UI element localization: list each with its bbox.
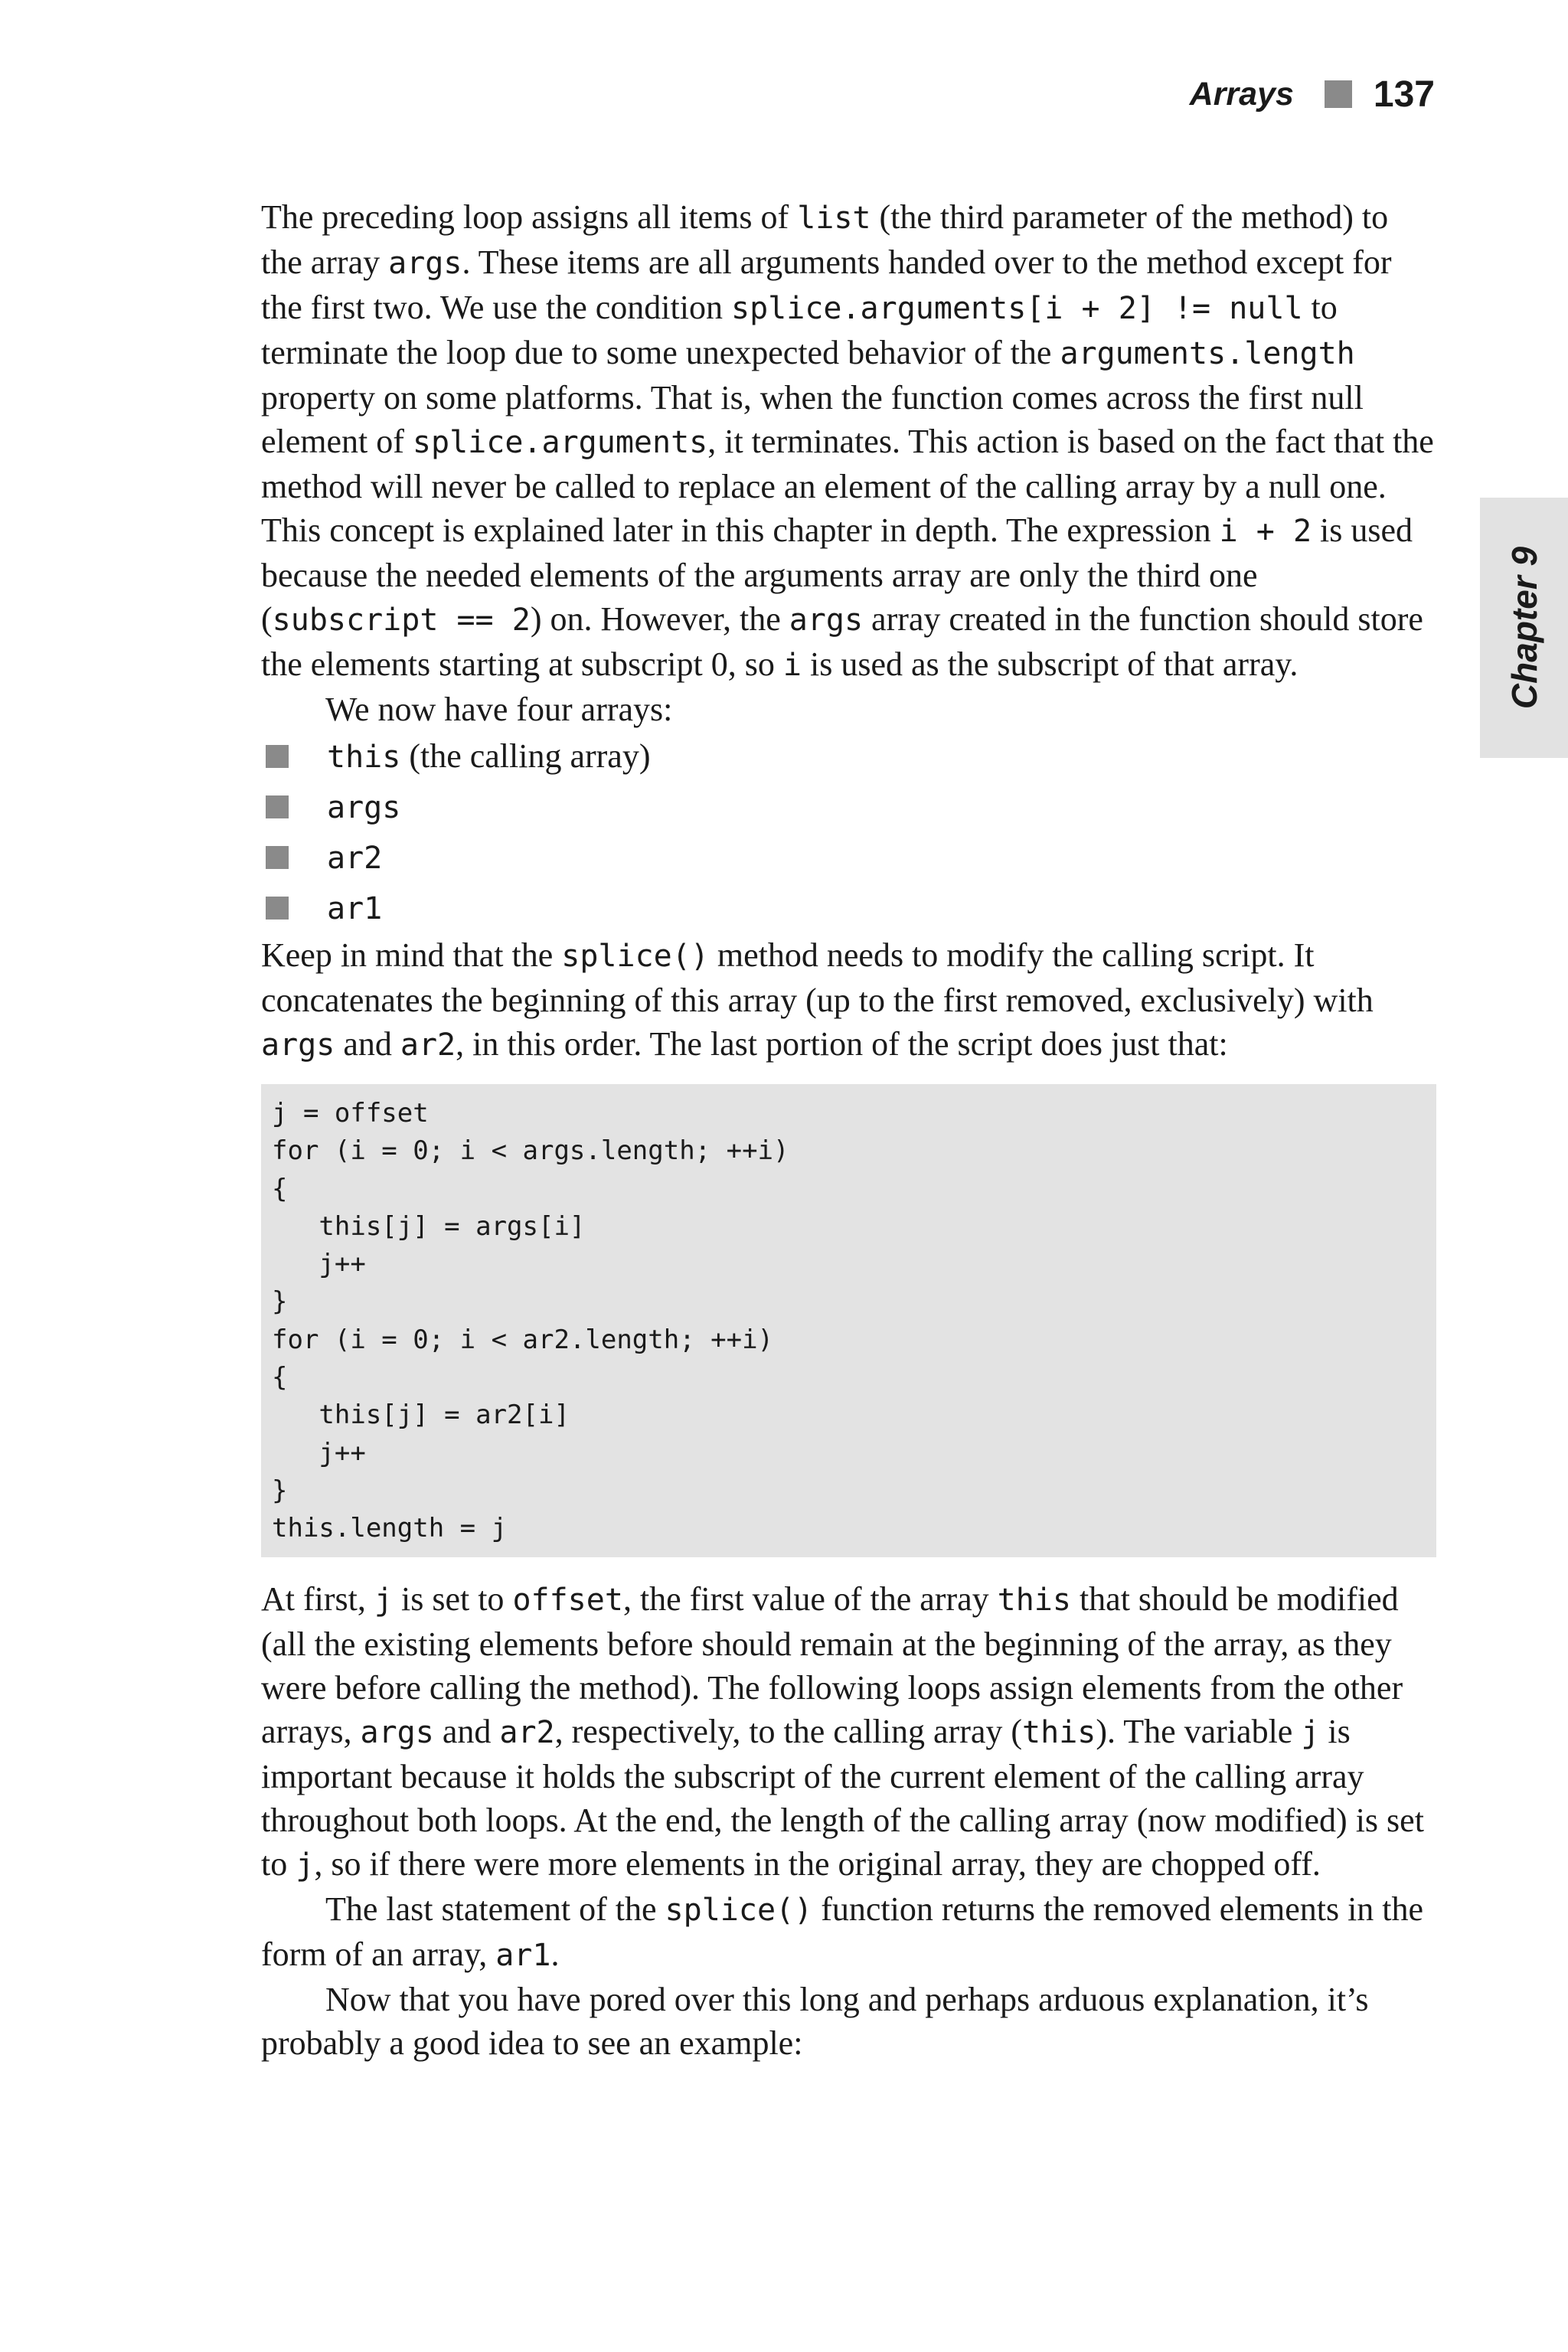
list-item xyxy=(261,832,1436,883)
inline-code: args xyxy=(360,1714,434,1750)
inline-code: splice.arguments xyxy=(412,425,708,460)
text-run: method needs to modify the calling script. It concatenates the beginning of this array (up to the first removed, exclusively) with xyxy=(261,936,1374,1019)
header-square-icon xyxy=(1325,80,1352,108)
inline-code: args xyxy=(327,790,401,825)
bullet-square-icon xyxy=(266,897,289,920)
inline-code: this xyxy=(997,1582,1071,1618)
text-run: (the third parameter of the method) to the array xyxy=(261,198,1389,281)
text-run: and xyxy=(433,1712,500,1750)
text-run: , the first value of the array xyxy=(622,1579,998,1618)
inline-code: ar2 xyxy=(327,841,383,876)
inline-code: args xyxy=(388,246,462,281)
paragraph-5 xyxy=(261,1887,1436,1978)
list-item xyxy=(261,731,1436,782)
inline-code: list xyxy=(797,201,871,236)
inline-code: ar2 xyxy=(499,1714,555,1750)
page-body xyxy=(261,195,1436,2065)
inline-code: j xyxy=(374,1582,393,1618)
text-run: ). The variable xyxy=(1096,1712,1302,1750)
text-run: ) on. However, the xyxy=(530,600,789,638)
text-run: The preceding loop assigns all items of xyxy=(261,198,798,236)
text-run: The last statement of the xyxy=(325,1890,665,1928)
text-run: is used as the subscript of that array. xyxy=(801,645,1298,683)
text-run: to terminate the loop due to some unexpected behavior of the xyxy=(261,289,1338,371)
text-run: that should be modified (all the existing elements before should remain at the beginning of the array, as they were before calling the method). The following loops assign elements from the other arrays, xyxy=(261,1579,1403,1750)
inline-code: ar2 xyxy=(400,1027,456,1063)
text-run: (the calling array) xyxy=(400,737,651,775)
inline-code: splice() xyxy=(561,939,709,974)
inline-code: arguments.length xyxy=(1060,336,1355,371)
paragraph-2: We now have four arrays: xyxy=(325,691,673,728)
text-run: , so if there were more elements in the original array, they are chopped off. xyxy=(314,1844,1321,1883)
list-item xyxy=(261,883,1436,933)
text-run: is important because it holds the subscript of the current element of the calling array throughout both loops. At the end, the length of the calling array (now modified) is set to xyxy=(261,1712,1424,1883)
text-run: array created in the function should store the elements starting at subscript 0, so xyxy=(261,600,1423,683)
paragraph-3 xyxy=(261,933,1436,1067)
text-run: . These items are all arguments handed over to the method except for the first two. We use the condition xyxy=(261,243,1392,326)
inline-code: ar1 xyxy=(327,891,383,926)
inline-code: args xyxy=(261,1027,335,1063)
text-run: is used because the needed elements of the arguments array are only the third one ( xyxy=(261,511,1413,638)
inline-code: i + 2 xyxy=(1219,514,1312,549)
running-head-title: Arrays xyxy=(1189,75,1294,113)
chapter-side-tab xyxy=(1480,498,1568,758)
page-number: 137 xyxy=(1373,74,1435,115)
text-run: . xyxy=(550,1935,560,1973)
text-run: function returns the removed elements in the form of an array, xyxy=(261,1890,1424,1973)
code-block xyxy=(261,1084,1436,1557)
inline-code: this xyxy=(1022,1714,1096,1750)
inline-code: offset xyxy=(512,1582,623,1618)
bullet-square-icon xyxy=(266,745,289,768)
inline-code: subscript == 2 xyxy=(272,603,531,638)
paragraph-4 xyxy=(261,1577,1436,1887)
chapter-tab-label: Chapter 9 xyxy=(1504,546,1544,710)
inline-code: splice.arguments[i + 2] != null xyxy=(730,291,1303,326)
text-run: , in this order. The last portion of the script does just that: xyxy=(456,1025,1228,1063)
inline-code: i xyxy=(782,648,802,683)
text-run: , it terminates. This action is based on the fact that the method will never be called to replace an element of the calling array by a null one. This concept is explained later in this chapter in depth. The expression xyxy=(261,423,1434,549)
running-header xyxy=(1190,67,1435,121)
inline-code: args xyxy=(789,603,864,638)
inline-code: j xyxy=(1301,1714,1320,1750)
text-run: Keep in mind that the xyxy=(261,936,562,974)
text-run: property on some platforms. That is, when the function comes across the first null element of xyxy=(261,379,1364,460)
paragraph-1 xyxy=(261,195,1436,688)
list-item xyxy=(261,782,1436,832)
inline-code: splice() xyxy=(665,1892,813,1928)
inline-code: j xyxy=(296,1847,315,1883)
inline-code: ar1 xyxy=(495,1937,551,1973)
text-run: and xyxy=(335,1025,400,1063)
bullet-square-icon xyxy=(266,795,289,818)
bullet-list xyxy=(261,731,1436,933)
code-listing: j = offset for (i = 0; i < args.length; ++i) { this[j] = args[i] j++ } for (i = 0; i < ar2.length; ++i) { this[j] = ar2[i] j++ } this.length = j xyxy=(272,1098,789,1544)
paragraph-6: Now that you have pored over this long and perhaps arduous explanation, it’s probably a good idea to see an example: xyxy=(261,1980,1369,2062)
inline-code: this xyxy=(327,740,401,775)
text-run: is set to xyxy=(392,1579,513,1618)
bullet-square-icon xyxy=(266,846,289,869)
text-run: At first, xyxy=(261,1579,374,1618)
text-run: , respectively, to the calling array ( xyxy=(554,1712,1023,1750)
